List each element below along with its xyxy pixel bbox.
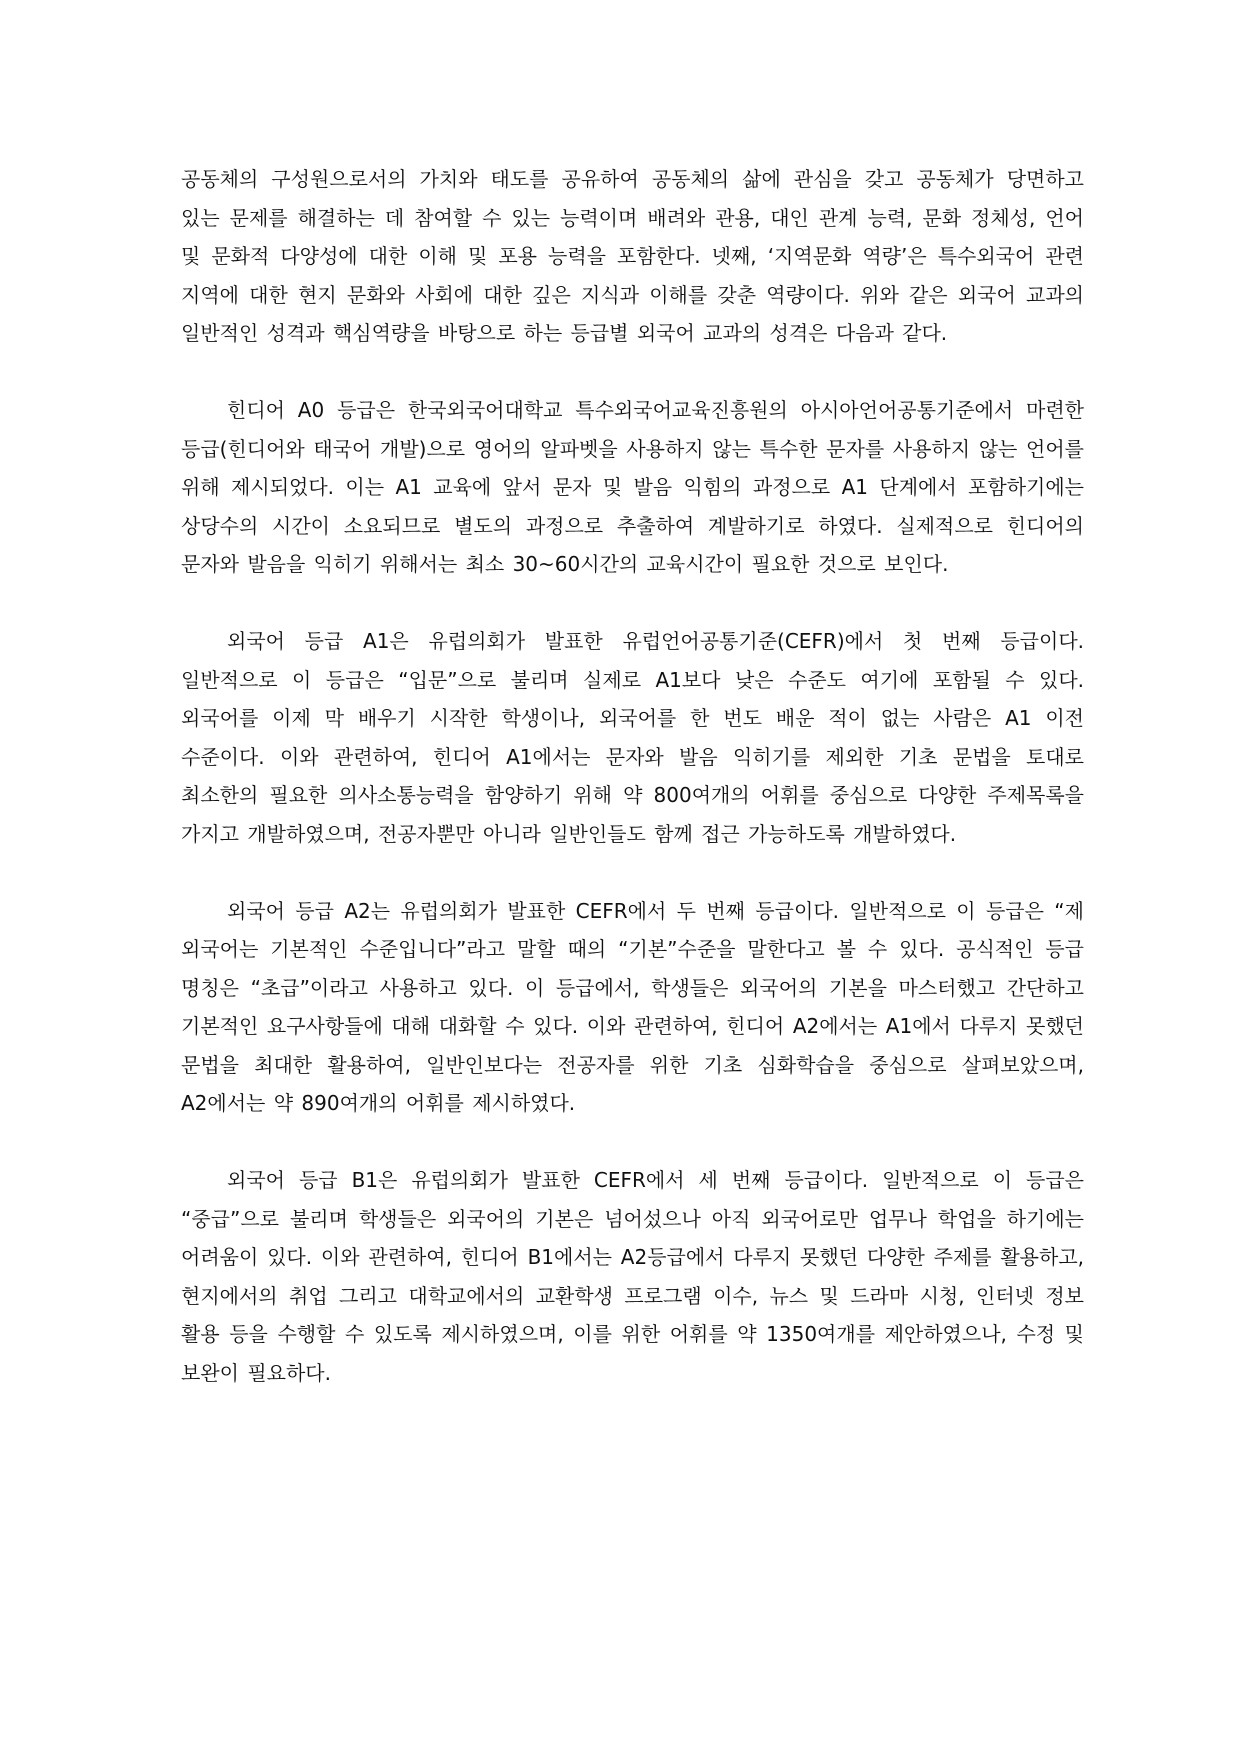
paragraph-gap bbox=[181, 584, 1084, 622]
paragraph-gap bbox=[181, 353, 1084, 391]
document-body bbox=[181, 160, 1084, 1393]
paragraph-level-a1: 외국어 등급 A1은 유럽의회가 발표한 유럽언어공통기준(CEFR)에서 첫 번째 등급이다. 일반적으로 이 등급은 “입문”으로 불리며 실제로 A1보다 낮은 수준도 여기에 포함될 수 있다. 외국어를 이제 막 배우기 시작한 학생이나, 외국어를 한 번도 배운 적이 없는 사람은 A1 이전 수준이다. 이와 관련하여, 힌디어 A1에서는 문자와 발음 익히기를 제외한 기초 문법을 토대로 최소한의 필요한 의사소통능력을 함양하기 위해 약 800여개의 어휘를 중심으로 다양한 주제목록을 가지고 개발하였으며, 전공자뿐만 아니라 일반인들도 함께 접근 가능하도록 개발하였다. bbox=[181, 628, 1084, 846]
paragraph-hindi-a0: 힌디어 A0 등급은 한국외국어대학교 특수외국어교육진흥원의 아시아언어공통기준에서 마련한 등급(힌디어와 태국어 개발)으로 영어의 알파벳을 사용하지 않는 특수한 문자를 사용하지 않는 언어를 위해 제시되었다. 이는 A1 교육에 앞서 문자 및 발음 익힘의 과정으로 A1 단계에서 포함하기에는 상당수의 시간이 소요되므로 별도의 과정으로 추출하여 계발하기로 하였다. 실제적으로 힌디어의 문자와 발음을 익히기 위해서는 최소 30~60시간의 교육시간이 필요한 것으로 보인다. bbox=[181, 397, 1084, 577]
paragraph-competency-continuation: 공동체의 구성원으로서의 가치와 태도를 공유하여 공동체의 삶에 관심을 갖고 공동체가 당면하고 있는 문제를 해결하는 데 참여할 수 있는 능력이며 배려와 관용, 대인 관계 능력, 문화 정체성, 언어 및 문화적 다양성에 대한 이해 및 포용 능력을 포함한다. 넷째, ‘지역문화 역량’은 특수외국어 관련 지역에 대한 현지 문화와 사회에 대한 깊은 지식과 이해를 갖춘 역량이다. 위와 같은 외국어 교과의 일반적인 성격과 핵심역량을 바탕으로 하는 등급별 외국어 교과의 성격은 다음과 같다. bbox=[181, 167, 1084, 346]
paragraph-level-a2: 외국어 등급 A2는 유럽의회가 발표한 CEFR에서 두 번째 등급이다. 일반적으로 이 등급은 “제 외국어는 기본적인 수준입니다”라고 말할 때의 “기본”수준을 말한다고 볼 수 있다. 공식적인 등급 명칭은 “초급”이라고 사용하고 있다. 이 등급에서, 학생들은 외국어의 기본을 마스터했고 간단하고 기본적인 요구사항들에 대해 대화할 수 있다. 이와 관련하여, 힌디어 A2에서는 A1에서 다루지 못했던 문법을 최대한 활용하여, 일반인보다는 전공자를 위한 기초 심화학습을 중심으로 살펴보았으며, A2에서는 약 890여개의 어휘를 제시하였다. bbox=[181, 898, 1084, 1116]
paragraph-gap bbox=[181, 1123, 1084, 1161]
paragraph-gap bbox=[181, 854, 1084, 892]
paragraph-level-b1: 외국어 등급 B1은 유럽의회가 발표한 CEFR에서 세 번째 등급이다. 일반적으로 이 등급은 “중급”으로 불리며 학생들은 외국어의 기본은 넘어섰으나 아직 외국어로만 업무나 학업을 하기에는 어려움이 있다. 이와 관련하여, 힌디어 B1에서는 A2등급에서 다루지 못했던 다양한 주제를 활용하고, 현지에서의 취업 그리고 대학교에서의 교환학생 프로그램 이수, 뉴스 및 드라마 시청, 인터넷 정보 활용 등을 수행할 수 있도록 제시하였으며, 이를 위한 어휘를 약 1350여개를 제안하였으나, 수정 및 보완이 필요하다. bbox=[181, 1168, 1084, 1386]
